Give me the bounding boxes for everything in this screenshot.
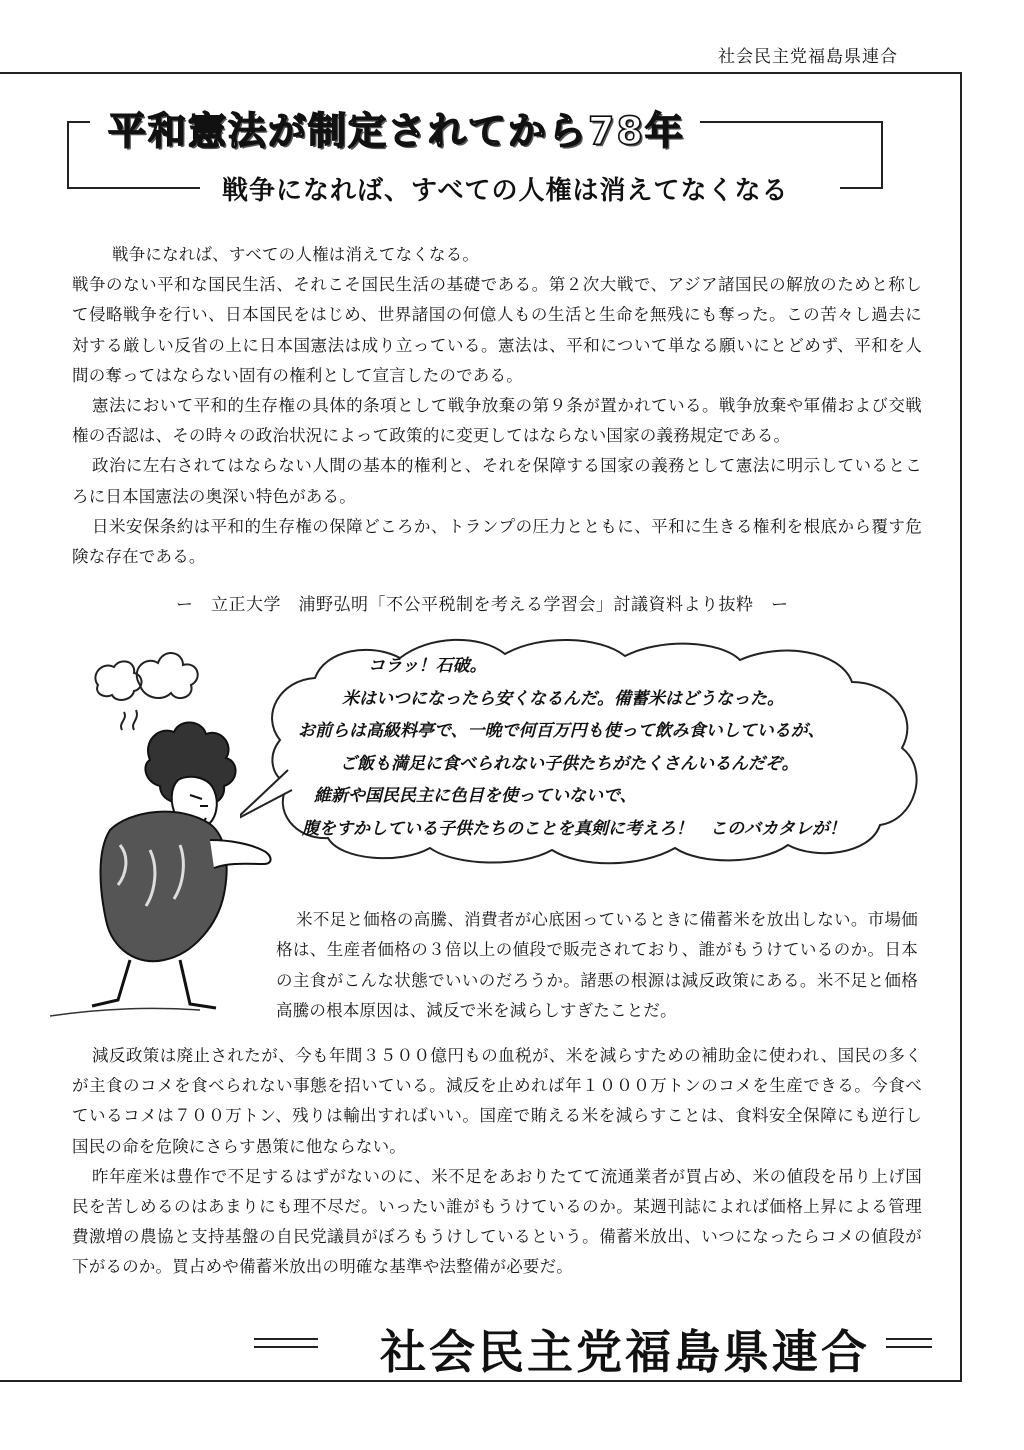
sub-title: 戦争になれば、すべての人権は消えてなくなる xyxy=(222,176,789,206)
paragraph: 減反政策は廃止されたが、今も年間３５００億円もの血税が、米を減らすための補助金に使われ、国民の多くが主食のコメを食べられない事態を招いている。減反を止めれば年１０００万トンのコメを生産できる。今食べているコメは７００万トン、残りは輸出すればいい。国産で賄える米を減らすことは、食料安全保障にも逆行し国民の命を危険にさらす愚策に他ならない。 xyxy=(72,1046,922,1156)
paragraph: 政治に左右されてはならない人間の基本的権利と、それを保障する国家の義務として憲法に明示しているところに日本国憲法の奥深い特色がある。 xyxy=(72,456,922,506)
angry-man-illustration xyxy=(40,630,290,1030)
speech-line: コラッ！石破。 xyxy=(368,656,487,676)
main-title: 平和憲法が制定されてから78年 xyxy=(108,109,685,153)
citation: ー 立正大学 浦野弘明「不公平税制を考える学習会」討議資料より抜粋 ー xyxy=(176,595,789,615)
speech-line: 維新や国民民主に色目を使っていないで、 xyxy=(314,786,637,806)
header-org-name: 社会民主党福島県連合 xyxy=(718,47,898,67)
paragraph: 昨年産米は豊作で不足するはずがないのに、米不足をあおりたてて流通業者が買占め、米の値段を吊り上げ国民を苦しめるのはあまりにも理不尽だ。いったい誰がもうけているのか。某週刊誌によれば価格上昇による管理費激増の農協と支持基盤の自民党議員がぼろもうけしているという。備蓄米放出、いつになったらコメの値段が下がるのか。買占めや備蓄米放出の明確な基準や法整備が必要だ。 xyxy=(72,1166,922,1277)
speech-line: 米はいつになったら安くなるんだ。備蓄米はどうなった。 xyxy=(342,688,784,709)
paragraph: 日米安保条約は平和的生存権の保障どころか、トランプの圧力とともに、平和に生きる権利を根底から覆す危険な存在である。 xyxy=(72,516,922,567)
speech-line: お前らは高級料亭で、一晩で何百万円も使って飲み食いしているが、 xyxy=(298,721,825,741)
paragraph: 戦争のない平和な国民生活、それこそ国民生活の基礎である。第２次大戦で、アジア諸国民の解放のためと称して侵略戦争を行い、日本国民をはじめ、世界諸国の何億人もの生活と生命を無残にも奪った。この苦々し過去に対する厳しい反省の上に日本国憲法は成り立っている。憲法は、平和について単なる願いにとどめず、平和を人間の奪ってはならない固有の権利として宣言したのである。 xyxy=(72,275,922,385)
footer-org-name: 社会民主党福島県連合 xyxy=(380,1325,870,1379)
speech-line: 腹をすかしている子供たちのことを真剣に考えろ！ このバカタレが！ xyxy=(302,818,846,839)
section3-text xyxy=(72,1041,922,1283)
speech-line: ご飯も満足に食べられない子供たちがたくさんいるんだぞ。 xyxy=(340,753,799,774)
paragraph: 米不足と価格の高騰、消費者が心底困っているときに備蓄米を放出しない。市場価格は、生産者価格の３倍以上の値段で販売されており、誰がもうけているのか。日本の主食がこんな状態でいいのだろうか。諸悪の根源は減反政策にある。米不足と価格高騰の根本原因は、減反で米を減らしすぎたことだ。 xyxy=(276,910,918,1021)
section2-text xyxy=(276,905,918,1027)
paragraph: 戦争になれば、すべての人権は消えてなくなる。 xyxy=(112,245,480,264)
footer-deco-left xyxy=(254,1338,318,1354)
paragraph: 憲法において平和的生存権の具体的条項として戦争放棄の第９条が置かれている。戦争放棄や軍備および交戦権の否認は、その時々の政治状況によって政策的に変更してはならない国家の義務規定である。 xyxy=(72,396,922,446)
section1-text xyxy=(72,240,922,572)
speech-text xyxy=(296,650,916,845)
footer-deco-right xyxy=(886,1338,932,1354)
